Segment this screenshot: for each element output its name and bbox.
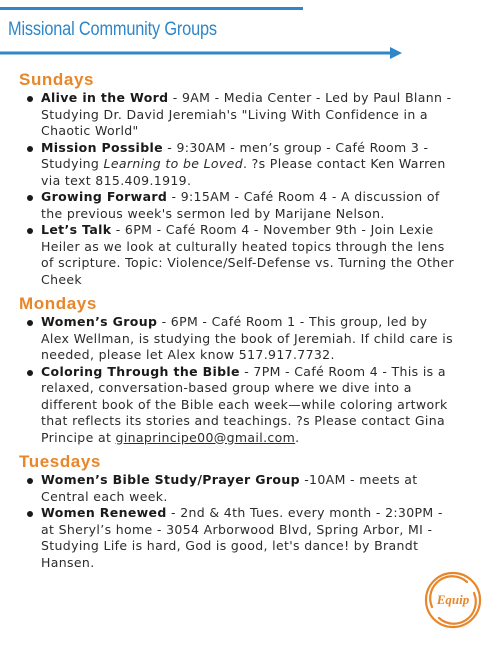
- equip-logo-icon: [423, 570, 483, 630]
- group-details: -10AM - meets at Central each week.: [41, 472, 418, 504]
- group-details: - 2nd & 4th Tues. every month - 2:30PM - at Sheryl’s home - 3054 Arborwood Blvd, Spring Arbor, MI - Studying Life is hard, God is good, let's dance! by Brandt Hansen.: [41, 505, 443, 570]
- group-name: Growing Forward: [41, 189, 168, 204]
- list-item: [19, 364, 459, 447]
- group-details: - 6PM - Café Room 1 - This group, led by Alex Wellman, is studying the book of Jeremiah. If child care is needed, please let Alex know 517.917.7732.: [41, 314, 453, 362]
- list-item: [19, 314, 459, 364]
- bullet-icon: [27, 370, 33, 376]
- section-tuesdays: [19, 452, 459, 571]
- section-heading-mondays: Mondays: [19, 294, 97, 313]
- group-name: Coloring Through the Bible: [41, 363, 240, 379]
- group-name: Alive in the Word: [41, 90, 169, 105]
- bullet-icon: [27, 195, 33, 201]
- section-mondays: [19, 294, 459, 446]
- group-name: Let’s Talk: [41, 222, 112, 237]
- group-details: - 7PM - Café Room 4 - This is a relaxed, conversation-based group where we dive into a different book of the Bible each week—while coloring artwork that reflects its stories and teachings. ?s Please contact Gina Principe at: [41, 363, 448, 445]
- section-heading-sundays: Sundays: [19, 70, 95, 89]
- email-link[interactable]: ginaprincipe00@gmail.com: [115, 429, 296, 445]
- group-name: Women’s Group: [41, 314, 158, 329]
- mondays-list: [19, 314, 459, 446]
- list-item: [19, 140, 459, 190]
- tuesdays-list: [19, 472, 459, 571]
- group-details-end: .: [295, 429, 300, 445]
- sundays-list: [19, 90, 459, 288]
- list-item: [19, 505, 459, 571]
- group-details: - 9:15AM - Café Room 4 - A discussion of the previous week's sermon led by Marijane Nelson.: [41, 189, 440, 221]
- bullet-icon: [27, 146, 33, 152]
- page-title: Missional Community Groups: [8, 19, 217, 40]
- schedule-content: [19, 70, 459, 571]
- group-details-contact: . ?s Please contact Ken Warren via text 815.409.1919.: [41, 156, 446, 188]
- group-details: - 9:30AM - men’s group - Café Room 3 - Studying: [41, 139, 429, 171]
- group-name: Women’s Bible Study/Prayer Group: [41, 472, 300, 487]
- bullet-icon: [27, 478, 33, 484]
- bullet-icon: [27, 228, 33, 234]
- section-sundays: [19, 70, 459, 288]
- bullet-icon: [27, 96, 33, 102]
- group-details: - 9AM - Media Center - Led by Paul Blann - Studying Dr. David Jeremiah's "Living With Confidence in a Chaotic World": [41, 90, 452, 138]
- section-heading-tuesdays: Tuesdays: [19, 452, 101, 471]
- bullet-icon: [27, 511, 33, 517]
- list-item: [19, 189, 459, 222]
- book-title: Learning to be Loved: [103, 156, 243, 171]
- list-item: [19, 472, 459, 505]
- list-item: [19, 90, 459, 140]
- top-rule: [0, 7, 303, 10]
- bullet-icon: [27, 320, 33, 326]
- logo-text: Equip: [436, 592, 470, 607]
- group-name: Women Renewed: [41, 505, 167, 520]
- group-name: Mission Possible: [41, 139, 163, 155]
- list-item: [19, 222, 459, 288]
- title-arrow-icon: [0, 46, 402, 60]
- group-details: - 6PM - Café Room 4 - November 9th - Join Lexie Heiler as we look at culturally heated topics through the lens of scripture. Topic: Violence/Self-Defense vs. Turning the Other Cheek: [41, 222, 455, 287]
